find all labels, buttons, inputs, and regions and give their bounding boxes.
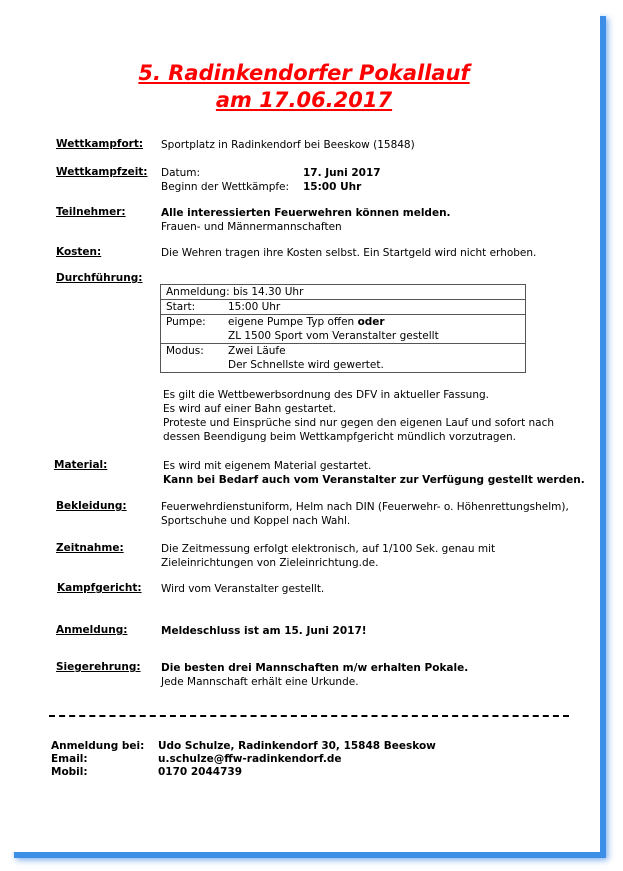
table-row-anmeldung xyxy=(161,285,525,300)
start-value: 15:00 Uhr xyxy=(228,301,281,313)
bekleidung-line-1: Feuerwehrdienstuniform, Helm nach DIN (Feuerwehr- o. Höhenrettungshelm), xyxy=(161,501,569,513)
start-label: Start: xyxy=(166,301,196,313)
title-line-2: am 17.06.2017 xyxy=(215,88,393,112)
label-bekleidung: Bekleidung: xyxy=(56,500,127,512)
footer-email-value: u.schulze@ffw-radinkendorf.de xyxy=(158,753,342,765)
text-kampfgericht: Wird vom Veranstalter gestellt. xyxy=(161,583,325,595)
teilnehmer-line-2: Frauen- und Männermannschaften xyxy=(161,221,342,233)
anmeldung-cell: Anmeldung: bis 14.30 Uhr xyxy=(166,286,304,298)
text-wettkampfort: Sportplatz in Radinkendorf bei Beeskow (15848) xyxy=(161,139,415,151)
note-line-3: Proteste und Einsprüche sind nur gegen den eigenen Lauf und sofort nach xyxy=(163,417,555,429)
text-anmeldung: Meldeschluss ist am 15. Juni 2017! xyxy=(161,625,367,637)
footer-anmeldung-value: Udo Schulze, Radinkendorf 30, 15848 Beeskow xyxy=(158,740,436,752)
pumpe-label: Pumpe: xyxy=(166,316,206,328)
footer-mobil-label: Mobil: xyxy=(51,766,88,778)
siegerehrung-line-1: Die besten drei Mannschaften m/w erhalten Pokale. xyxy=(161,662,469,674)
footer-mobil-value: 0170 2044739 xyxy=(158,766,243,778)
pumpe-value: eigene Pumpe Typ offen xyxy=(228,316,358,328)
modus-value: Zwei Läufe xyxy=(228,345,286,357)
pumpe-line-2: ZL 1500 Sport vom Veranstalter gestellt xyxy=(228,330,439,342)
note-line-4: dessen Beendigung beim Wettkampfgericht mündlich vorzutragen. xyxy=(163,431,516,443)
note-line-2: Es wird auf einer Bahn gestartet. xyxy=(163,403,337,415)
dashed-separator xyxy=(49,715,569,717)
label-wettkampfzeit: Wettkampfzeit: xyxy=(56,166,148,178)
pumpe-oder: oder xyxy=(357,316,385,328)
table-row-modus xyxy=(161,344,525,372)
footer-anmeldung-label: Anmeldung bei: xyxy=(51,740,145,752)
label-kampfgericht: Kampfgericht: xyxy=(57,582,142,594)
label-wettkampfort: Wettkampfort: xyxy=(56,138,144,150)
teilnehmer-line-1: Alle interessierten Feuerwehren können melden. xyxy=(161,207,451,219)
label-zeitnahme: Zeitnahme: xyxy=(56,542,124,554)
title-line-1: 5. Radinkendorfer Pokallauf xyxy=(138,61,470,85)
label-kosten: Kosten: xyxy=(56,246,102,258)
label-teilnehmer: Teilnehmer: xyxy=(56,206,126,218)
datum-value: 17. Juni 2017 xyxy=(303,167,381,179)
zeitnahme-line-2: Zieleinrichtungen von Zieleinrichtung.de. xyxy=(161,557,379,569)
beginn-label: Beginn der Wettkämpfe: xyxy=(161,181,290,193)
modus-line-2: Der Schnellste wird gewertet. xyxy=(228,359,384,371)
beginn-value: 15:00 Uhr xyxy=(303,181,362,193)
bekleidung-line-2: Sportschuhe und Koppel nach Wahl. xyxy=(161,515,351,527)
document-page xyxy=(8,10,600,852)
note-line-1: Es gilt die Wettbewerbsordnung des DFV in aktueller Fassung. xyxy=(163,389,489,401)
table-row-start xyxy=(161,300,525,315)
label-siegerehrung: Siegerehrung: xyxy=(56,661,141,673)
label-durchfuehrung: Durchführung: xyxy=(56,272,143,284)
material-line-1: Es wird mit eigenem Material gestartet. xyxy=(163,460,372,472)
label-anmeldung: Anmeldung: xyxy=(56,624,128,636)
label-material: Material: xyxy=(54,459,108,471)
material-line-2: Kann bei Bedarf auch vom Veranstalter zur Verfügung gestellt werden. xyxy=(163,474,585,486)
siegerehrung-line-2: Jede Mannschaft erhält eine Urkunde. xyxy=(161,676,359,688)
datum-label: Datum: xyxy=(161,167,201,179)
text-kosten: Die Wehren tragen ihre Kosten selbst. Ein Startgeld wird nicht erhoben. xyxy=(161,247,537,259)
footer-email-label: Email: xyxy=(51,753,88,765)
zeitnahme-line-1: Die Zeitmessung erfolgt elektronisch, auf 1/100 Sek. genau mit xyxy=(161,543,496,555)
modus-label: Modus: xyxy=(166,345,204,357)
table-row-pumpe xyxy=(161,315,525,344)
durchfuehrung-table xyxy=(160,284,526,373)
